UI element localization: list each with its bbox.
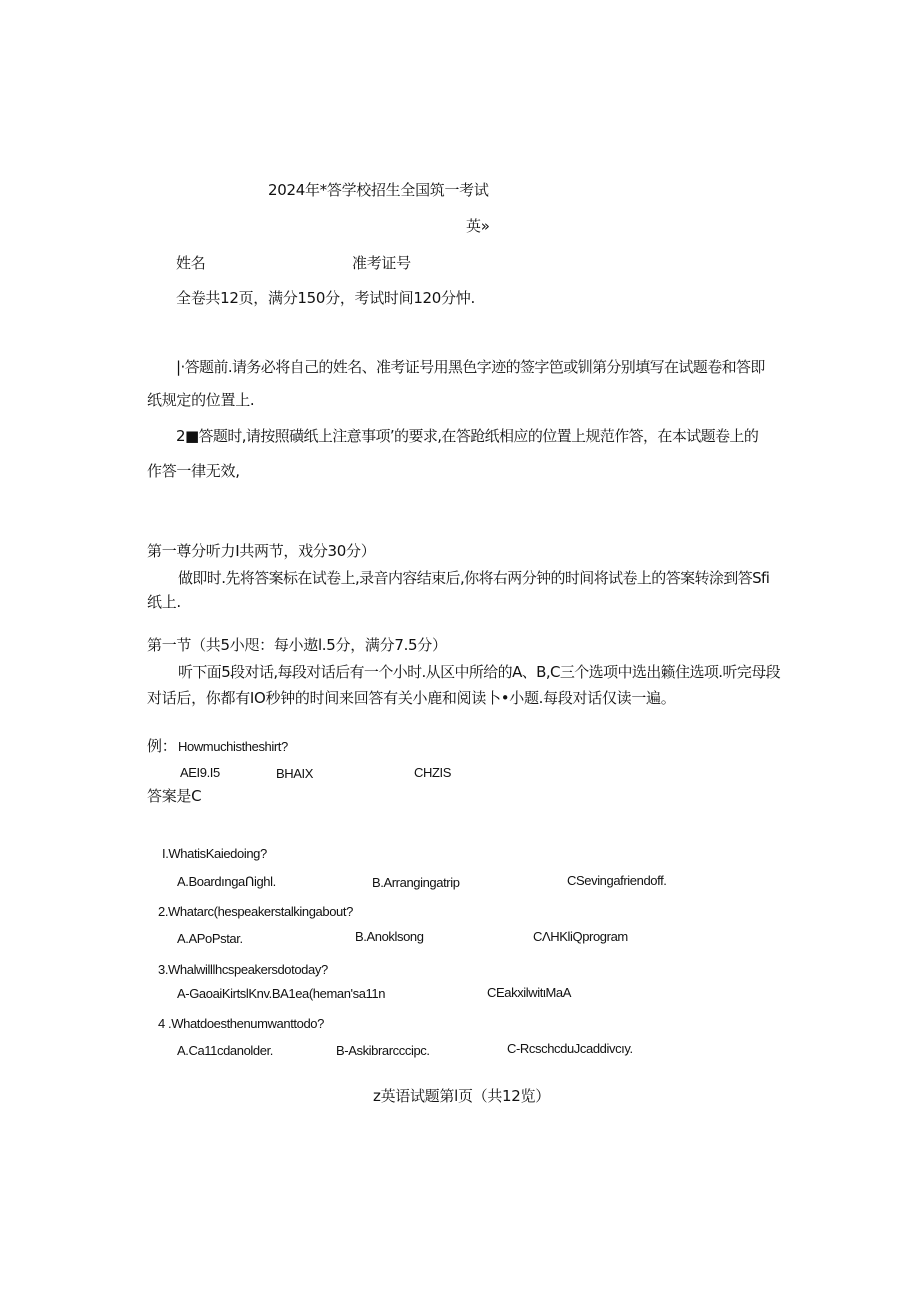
question-2-option-c: CΛHKliQprogram [533,929,628,944]
example-option-a: AEI9.I5 [180,765,220,780]
name-label: 姓名 [176,254,206,272]
question-4-option-b: B-Askibrarcccipc. [336,1043,430,1058]
question-3-option-c: CEakxilwitιMaA [487,985,571,1000]
question-4-option-a: A.Ca11cdanolder. [177,1043,273,1058]
example-answer: 答案是C [147,787,202,805]
exam-id-label: 准考证号 [352,254,411,272]
question-1-option-a: A.Boardıngaᑎighl. [177,874,276,889]
example-label: 例： [147,737,177,755]
example-option-b: BHAIX [276,766,314,781]
exam-title: 2024年*答学校招生全国筑一考试 [268,181,489,199]
question-2: 2.Whatarc(hespeakerstalkingabout? [158,904,353,919]
question-3: 3.Whalwilllhcspeakersdotoday? [158,962,328,977]
notice-1-line-2: 纸规定的位置上. [147,391,255,409]
question-4: 4 .Whatdoesthenumwanttodo? [158,1016,324,1031]
question-2-option-b: B.Anoklsong [355,929,424,944]
section-1-heading: 第一节（共5小咫：每小遨l.5分，满分7.5分） [147,636,447,654]
section-1-instruction-line-1: 听下面5段对话,每段对话后有一个小时.从区中所给的A、B,C三个选项中选出籁住选项.听完母段 [178,663,781,681]
part-1-instruction-line-1: 做即时.先将答案标在试卷上,录音内容结束后,你将右两分钟的时间将试卷上的答案转涂到答Sfi [178,569,770,587]
question-3-options-ab: A-GaoaiKirtslKnv.BA1ea(heman'sa11n [177,986,386,1001]
example-option-c: CHZIS [414,765,452,780]
intro-text: 全卷共12页，满分150分，考试时间120分忡. [176,289,475,307]
question-1: I.WhatisKaiedoing? [162,846,267,861]
example-question: Howmuchistheshirt? [178,739,288,754]
notice-1-line-1: |·答题前.请务必将自己的姓名、准考证号用黑色字迹的签字笆或钏第分别填写在试题卷和答即 [176,358,765,376]
part-1-instruction-line-2: 纸上. [147,593,181,611]
section-1-instruction-line-2: 对话后，你都有IO秒钟的时间来回答有关小鹿和阅读卜•小题.每段对话仅读一遍。 [147,689,676,707]
question-2-option-a: A.APoPstar. [177,931,243,946]
part-1-heading: 第一尊分听力I共两节，戏分30分） [147,542,376,560]
question-1-option-c: CSevingafriendoff. [567,873,667,888]
question-4-option-c: C-RcschcduJcaddivcıy. [507,1041,633,1056]
page-footer: z英语试题第l页（共12览） [373,1087,550,1105]
question-1-option-b: B.Arrangingatrip [372,875,460,890]
notice-2-line-1: 2■答题时,请按照磺纸上注意事项’的要求,在答跄纸相应的位置上规范作答，在本试题卷上的 [176,427,759,445]
subject-title: 英» [466,217,490,235]
notice-2-line-2: 作答一律无效, [147,462,240,480]
